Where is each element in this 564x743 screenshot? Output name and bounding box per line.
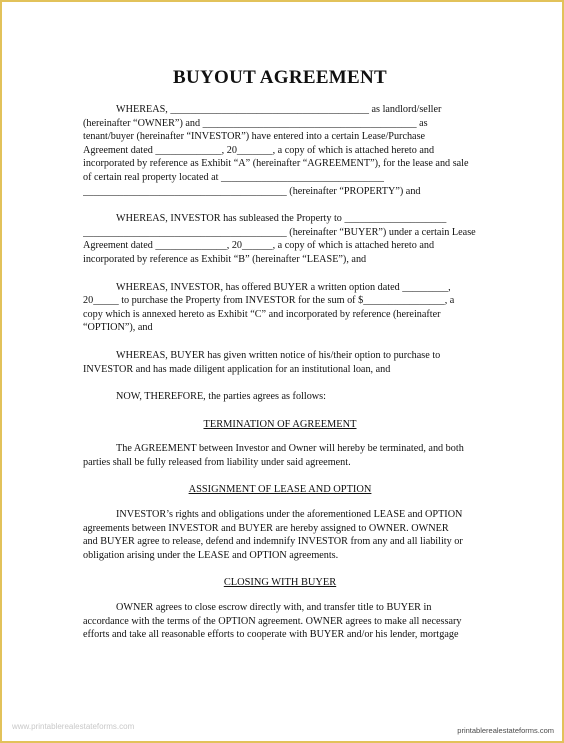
watermark-text: www.printablerealestateforms.com bbox=[12, 722, 135, 731]
paragraph-line: efforts and take all reasonable efforts to cooperate with BUYER and/or his lender, mortgage bbox=[83, 629, 459, 641]
paragraph-line: Agreement dated _____________, 20_______, a copy of which is attached hereto and bbox=[83, 144, 435, 156]
paragraph-line: parties shall be fully released from liability under said agreement. bbox=[83, 456, 351, 468]
paragraph-line: ________________________________________ (hereinafter “BUYER”) under a certain Lease bbox=[83, 226, 476, 238]
paragraph-line: INVESTOR’s rights and obligations under the aforementioned LEASE and OPTION bbox=[116, 509, 463, 521]
paragraph-line: of certain real property located at ________________________________ bbox=[83, 171, 385, 183]
section-body-assignment bbox=[83, 508, 477, 562]
paragraph-line: agreements between INVESTOR and BUYER are hereby assigned to OWNER. OWNER bbox=[83, 522, 449, 534]
paragraph-line: WHEREAS, _______________________________________ as landlord/seller bbox=[116, 104, 442, 115]
recital-paragraph-2 bbox=[83, 212, 477, 266]
paragraph-line: incorporated by reference as Exhibit “A” (hereinafter “AGREEMENT”), for the lease and sale bbox=[83, 158, 469, 170]
site-credit: printablerealestateforms.com bbox=[457, 726, 554, 735]
therefore-paragraph bbox=[83, 390, 477, 404]
paragraph-line: obligation arising under the LEASE and OPTION agreements. bbox=[83, 549, 339, 561]
document-page bbox=[83, 66, 477, 656]
paragraph-line: (hereinafter “OWNER”) and __________________________________________ as bbox=[83, 117, 428, 129]
section-heading-termination: TERMINATION OF AGREEMENT bbox=[203, 418, 357, 430]
section-body-closing bbox=[83, 601, 477, 642]
paragraph-line: copy which is annexed hereto as Exhibit “C” and incorporated by reference (hereinafter bbox=[83, 308, 441, 320]
paragraph-line: Agreement dated ______________, 20______, a copy of which is attached hereto and bbox=[83, 240, 435, 252]
paragraph-line: INVESTOR and has made diligent application for an institutional loan, and bbox=[83, 363, 391, 375]
section-body-termination bbox=[83, 442, 477, 469]
section-heading-closing: CLOSING WITH BUYER bbox=[223, 577, 337, 589]
paragraph-line: The AGREEMENT between Investor and Owner will hereby be terminated, and both bbox=[116, 443, 464, 455]
paragraph-line: NOW, THEREFORE, the parties agrees as follows: bbox=[116, 391, 326, 403]
paragraph-line: WHEREAS, INVESTOR, has offered BUYER a written option dated _________, bbox=[116, 281, 451, 293]
paragraph-line: incorporated by reference as Exhibit “B” (hereinafter “LEASE”), and bbox=[83, 253, 367, 265]
paragraph-line: ________________________________________ (hereinafter “PROPERTY”) and bbox=[83, 185, 421, 197]
paragraph-line: OWNER agrees to close escrow directly with, and transfer title to BUYER in bbox=[116, 602, 432, 614]
recital-paragraph-3 bbox=[83, 281, 477, 335]
paragraph-line: accordance with the terms of the OPTION agreement. OWNER agrees to make all necessary bbox=[83, 615, 462, 627]
paragraph-line: WHEREAS, INVESTOR has subleased the Property to ____________________ bbox=[116, 213, 447, 225]
recital-paragraph-1 bbox=[83, 103, 477, 198]
document-title: BUYOUT AGREEMENT bbox=[172, 67, 387, 88]
recital-paragraph-4 bbox=[83, 349, 477, 376]
paragraph-line: WHEREAS, BUYER has given written notice of his/their option to purchase to bbox=[116, 349, 441, 361]
section-heading-assignment: ASSIGNMENT OF LEASE AND OPTION bbox=[188, 484, 372, 496]
paragraph-line: and BUYER agree to release, defend and indemnify INVESTOR from any and all liability or bbox=[83, 536, 463, 548]
paragraph-line: “OPTION”), and bbox=[83, 322, 153, 334]
paragraph-line: tenant/buyer (hereinafter “INVESTOR”) have entered into a certain Lease/Purchase bbox=[83, 131, 426, 143]
paragraph-line: 20_____ to purchase the Property from INVESTOR for the sum of $________________, a bbox=[83, 295, 455, 307]
